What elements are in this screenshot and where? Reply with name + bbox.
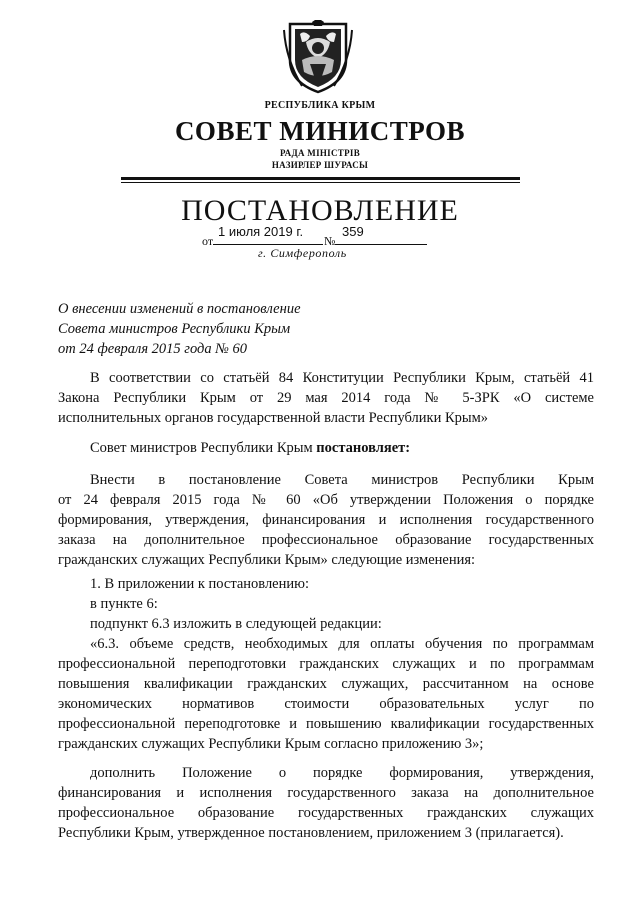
paragraph-line: профессиональной переподготовке и повышению квалификации государственных [58,716,594,732]
date-underline [213,244,323,245]
paragraph-line: гражданских служащих Республики Крым согласно приложению 3»; [58,736,484,752]
council-name-ukrainian: РАДА МІНІСТРІВ [280,148,360,158]
appendix-clause [90,574,590,634]
paragraph-line: заказа на дополнительное профессиональное образование государственных [58,532,594,548]
supplement-paragraph [58,763,594,843]
document-type-title: ПОСТАНОВЛЕНИЕ [181,194,459,227]
number-prefix: № [324,234,336,248]
paragraph-line: «6.3. объеме средств, необходимых для оплаты обучения по программам [90,636,594,652]
resolution-paragraph [58,438,594,458]
paragraph-line: исполнительных органов государственной власти Республики Крым» [58,410,489,426]
paragraph-line: от 24 февраля 2015 года № 60 «Об утверждении Положения о порядке [58,492,594,508]
paragraph-line: дополнить Положение о порядке формирования, утверждения, [90,765,594,781]
paragraph-line: гражданских служащих Республики Крым» следующие изменения: [58,552,476,568]
number-underline [335,244,427,245]
paragraph-line: формирования, утверждения, финансирования и исполнения государственного [58,512,594,528]
preamble-paragraph [58,368,594,428]
header-divider-thin [121,182,520,183]
paragraph-line: повышения квалификации гражданских служащих, рассчитанном на основе [58,676,594,692]
republic-name: РЕСПУБЛИКА КРЫМ [264,100,376,111]
subclause-text [58,634,594,754]
resolution-text: Совет министров Республики Крым [90,440,317,456]
header-divider-thick [121,177,520,180]
decree-number: 359 [342,224,364,239]
decree-city: г. Симферополь [258,246,347,260]
council-name-crimean-tatar: НАЗИРЛЕР ШУРАСЫ [271,160,369,170]
subject-line: Совета министров Республики Крым [58,321,291,337]
paragraph-line: профессиональной переподготовки гражданских служащих и по программам [58,656,594,672]
paragraph-line: профессиональное образование государственных гражданских служащих [58,805,594,821]
decree-date: 1 июля 2019 г. [218,224,304,239]
date-prefix: от [202,234,214,248]
amendment-paragraph [58,470,594,570]
paragraph-line: финансирования и исполнения государственного заказа на дополнительное [58,785,594,801]
decree-subject [58,299,301,359]
paragraph-line: В соответствии со статьёй 84 Конституции Республики Крым, статьёй 41 [90,370,594,386]
crimea-coat-of-arms-icon [282,20,354,94]
paragraph-line: экономических нормативов стоимости образовательных услуг по [58,696,594,712]
council-name: СОВЕТ МИНИСТРОВ [174,116,466,146]
paragraph-line: Республики Крым, утвержденное постановлением, приложением 3 (прилагается). [58,825,564,841]
paragraph-line: Закона Республики Крым от 29 мая 2014 года № 5-ЗРК «О системе [58,390,594,406]
clause-line: в пункте 6: [90,596,158,612]
resolution-keyword: постановляет: [316,440,411,456]
paragraph-line: Внести в постановление Совета министров Республики Крым [90,472,594,488]
decree-date-number-line [202,226,442,246]
clause-line: 1. В приложении к постановлению: [90,576,310,592]
subject-line: от 24 февраля 2015 года № 60 [58,341,248,357]
clause-line: подпункт 6.3 изложить в следующей редакции: [90,616,382,632]
subject-line: О внесении изменений в постановление [58,301,301,317]
